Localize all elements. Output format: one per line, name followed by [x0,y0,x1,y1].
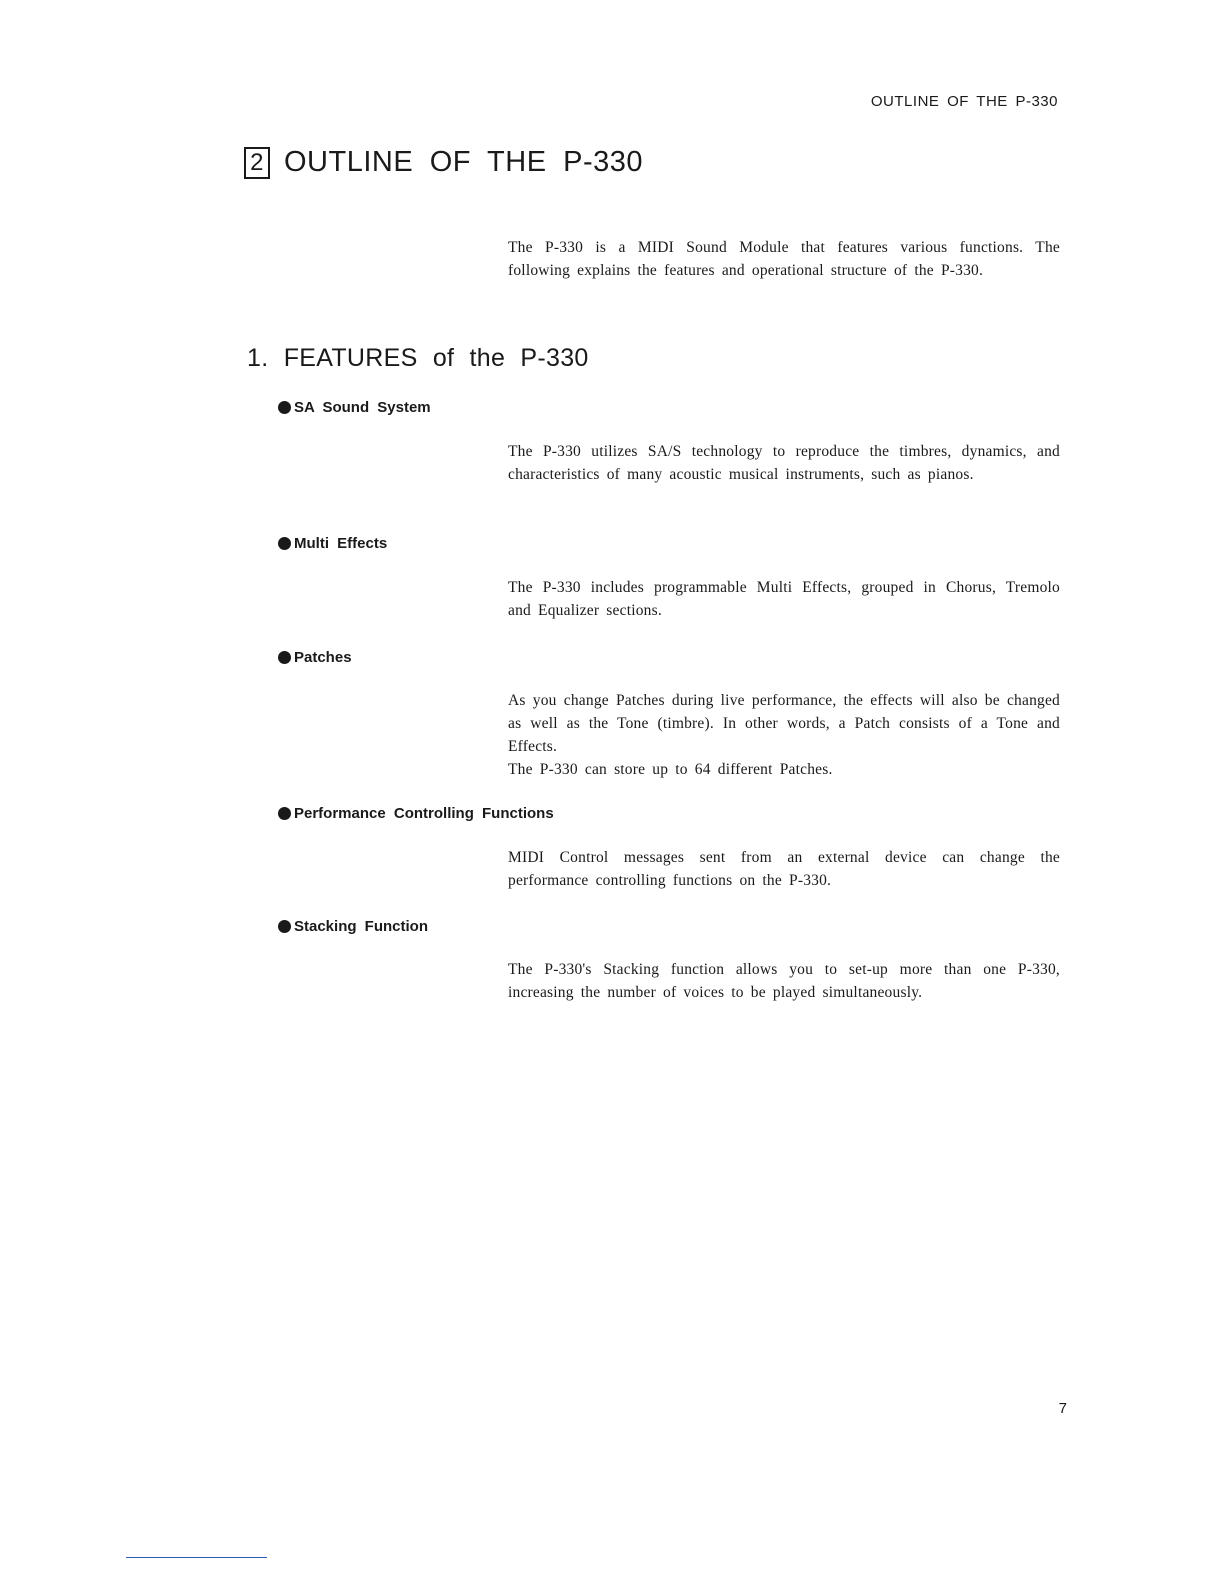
intro-paragraph: The P-330 is a MIDI Sound Module that features various functions. The following explains the features and operational structure of the P-330. [508,239,1060,279]
feature-text-performance-controlling [508,846,1060,892]
feature-heading-multi-effects [278,535,387,552]
bullet-icon [278,401,291,414]
feature-paragraph: As you change Patches during live performance, the effects will also be changed as well as the Tone (timbre). In other words, a Patch consists of a Tone and Effects. [508,692,1060,755]
feature-paragraph: The P-330 utilizes SA/S technology to reproduce the timbres, dynamics, and characteristics of many acoustic musical instruments, such as pianos. [508,443,1060,483]
feature-text-patches [508,689,1060,781]
footer-rule [126,1557,267,1558]
feature-title: Stacking Function [294,918,429,935]
bullet-icon [278,537,291,550]
feature-heading-performance-controlling [278,805,554,822]
feature-paragraph: The P-330 can store up to 64 different Patches. [508,761,833,778]
feature-title: Performance Controlling Functions [294,805,554,822]
feature-text-stacking-function [508,958,1060,1004]
chapter-heading [244,146,643,179]
feature-heading-sa-sound-system [278,399,431,416]
chapter-number-box: 2 [244,147,270,179]
feature-heading-patches [278,649,352,666]
running-head: OUTLINE OF THE P-330 [870,93,1058,110]
section-title: 1. FEATURES of the P-330 [247,344,589,372]
bullet-icon [278,920,291,933]
bullet-icon [278,651,291,664]
chapter-title: OUTLINE OF THE P-330 [284,146,643,178]
feature-text-multi-effects [508,576,1060,622]
intro-text [508,236,1060,282]
feature-heading-stacking-function [278,918,428,935]
feature-paragraph: The P-330's Stacking function allows you to set-up more than one P-330, increasing the number of voices to be played simultaneously. [508,961,1060,1001]
feature-paragraph: The P-330 includes programmable Multi Effects, grouped in Chorus, Tremolo and Equalizer sections. [508,579,1060,619]
bullet-icon [278,807,291,820]
feature-text-sa-sound-system [508,440,1060,486]
feature-title: Patches [294,649,352,666]
feature-title: SA Sound System [294,399,431,416]
feature-title: Multi Effects [294,535,388,552]
feature-paragraph: MIDI Control messages sent from an external device can change the performance controlling functions on the P-330. [508,849,1060,889]
page-number: 7 [1058,1400,1067,1417]
